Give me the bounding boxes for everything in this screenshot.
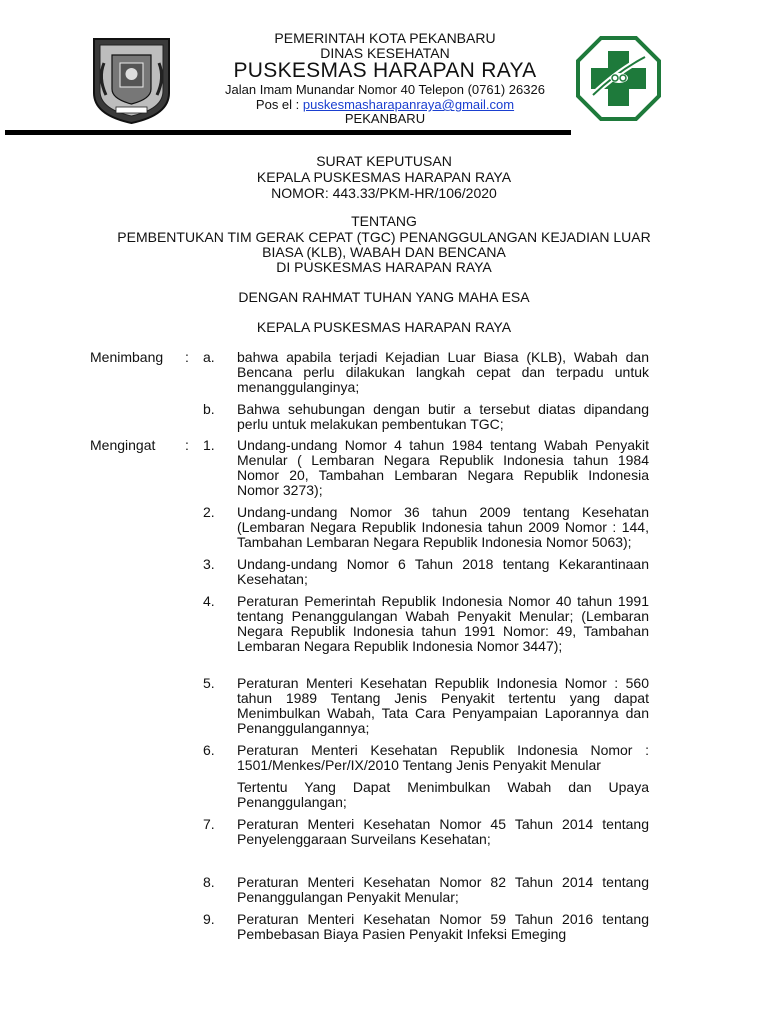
mengingat-num-3: 3. [203,556,215,572]
menimbang-num-b: b. [203,401,215,417]
email-prefix: Pos el : [255,97,303,112]
menimbang-colon: : [185,349,189,365]
mengingat-num-7: 7. [203,816,215,832]
letterhead-email-line [190,97,580,112]
tentang-heading: TENTANG [351,213,417,229]
letterhead-title: PUSKESMAS HARAPAN RAYA [233,59,537,82]
city-emblem-icon [90,33,173,126]
invocation: DENGAN RAHMAT TUHAN YANG MAHA ESA [238,289,530,305]
mengingat-text-6: Peraturan Menteri Kesehatan Republik Indonesia Nomor : 1501/Menkes/Per/IX/2010 Tentang Jenis Penyakit Menular [237,742,649,773]
letterhead-government: PEMERINTAH KOTA PEKANBARU [274,30,496,46]
letterhead-divider [5,130,571,135]
letterhead-city: PEKANBARU [344,111,426,126]
mengingat-num-2: 2. [203,504,215,520]
mengingat-text-6-continued: Tertentu Yang Dapat Menimbulkan Wabah dan Upaya Penanggulangan; [237,779,649,810]
subject-line-2: BIASA (KLB), WABAH DAN BENCANA [262,244,506,260]
mengingat-text-4: Peraturan Pemerintah Republik Indonesia Nomor 40 tahun 1991 tentang Penanggulangan Wabah Penyakit Menular; (Lembaran Negara Republik Indonesia tahun 1991 Nomor: 49, Tambahan Lembaran Negara Republik Indonesia Nomor 3447); [237,593,649,654]
letterhead-address: Jalan Imam Munandar Nomor 40 Telepon (0761) 26326 [225,82,545,97]
mengingat-num-8: 8. [203,874,215,890]
mengingat-num-9: 9. [203,911,215,927]
menimbang-num-a: a. [203,349,215,365]
mengingat-text-3: Undang-undang Nomor 6 Tahun 2018 tentang Kekarantinaan Kesehatan; [237,556,649,587]
mengingat-label: Mengingat [90,437,156,453]
subject-line-1: PEMBENTUKAN TIM GERAK CEPAT (TGC) PENANGGULANGAN KEJADIAN LUAR [117,229,651,245]
menimbang-label: Menimbang [90,349,164,365]
puskesmas-cross-logo-icon [575,35,662,122]
mengingat-text-5: Peraturan Menteri Kesehatan Republik Indonesia Nomor : 560 tahun 1989 Tentang Jenis Penyakit tertentu yang dapat Menimbulkan Wabah, Tata Cara Penyampaian Laporannya dan Penanggulangannya; [237,675,649,736]
mengingat-text-8: Peraturan Menteri Kesehatan Nomor 82 Tahun 2014 tentang Penanggulangan Penyakit Menular; [237,874,649,905]
document-number: NOMOR: 443.33/PKM-HR/106/2020 [271,185,497,201]
letterhead-department: DINAS KESEHATAN [320,45,450,61]
doc-type: SURAT KEPUTUSAN [316,153,452,169]
mengingat-num-6: 6. [203,742,215,758]
issuer: KEPALA PUSKESMAS HARAPAN RAYA [256,169,512,185]
mengingat-num-5: 5. [203,675,215,691]
mengingat-text-9: Peraturan Menteri Kesehatan Nomor 59 Tahun 2016 tentang Pembebasan Biaya Pasien Penyakit Infeksi Emeging [237,911,649,942]
mengingat-text-2: Undang-undang Nomor 36 tahun 2009 tentang Kesehatan (Lembaran Negara Republik Indonesia tahun 2009 Nomor : 144, Tambahan Lembaran Negara Republik Indonesia Nomor 5063); [237,504,649,550]
mengingat-num-4: 4. [203,593,215,609]
mengingat-text-7: Peraturan Menteri Kesehatan Nomor 45 Tahun 2014 tentang Penyelenggaraan Surveilans Kesehatan; [237,816,649,847]
subject-line-3: DI PUSKESMAS HARAPAN RAYA [276,259,492,275]
issuer-heading: KEPALA PUSKESMAS HARAPAN RAYA [256,319,512,335]
email-link[interactable]: puskesmasharapanraya@gmail.com [302,97,515,112]
mengingat-text-1: Undang-undang Nomor 4 tahun 1984 tentang Wabah Penyakit Menular ( Lembaran Negara Republik Indonesia tahun 1984 Nomor 20, Tambahan Lembaran Negara Republik Indonesia Nomor 3273); [237,437,649,498]
menimbang-text-b: Bahwa sehubungan dengan butir a tersebut diatas dipandang perlu untuk melakukan pembentukan TGC; [237,401,649,432]
menimbang-text-a: bahwa apabila terjadi Kejadian Luar Biasa (KLB), Wabah dan Bencana perlu dilakukan langkah cepat dan terpadu untuk menanggulanginya; [237,349,649,395]
mengingat-num-1: 1. [203,437,215,453]
mengingat-colon: : [185,437,189,453]
